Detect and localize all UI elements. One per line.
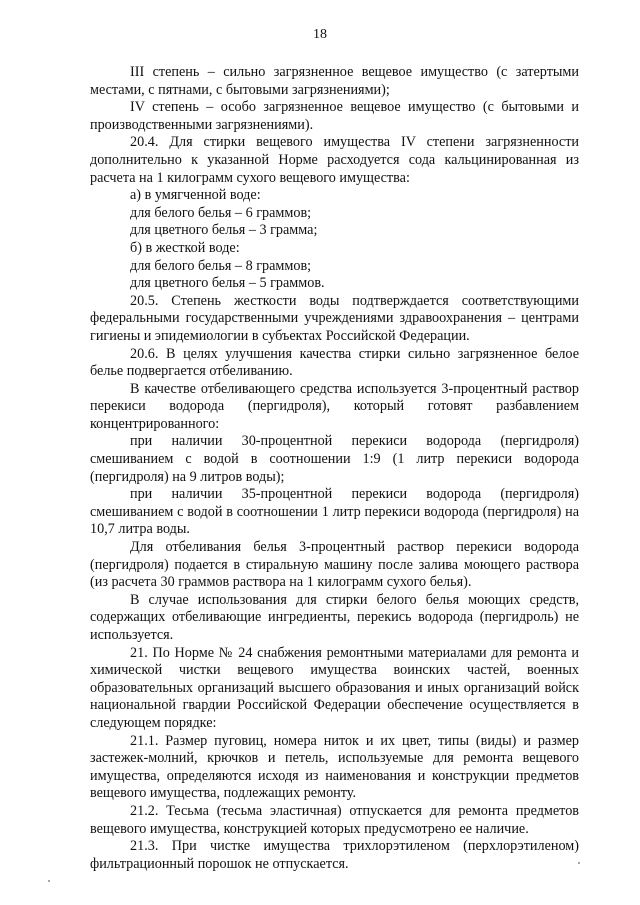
document-body	[90, 64, 579, 873]
paragraph-21-1: 21.1. Размер пуговиц, номера ниток и их цвет, типы (виды) и размер застежек-молний, крючков и петель, используемые для ремонта вещевого имущества, определяются исходя из наименования и конструкции предметов вещевого имущества, подлежащих ремонту.	[90, 732, 579, 802]
list-item-hard-colored: для цветного белья – 5 граммов.	[130, 275, 325, 292]
list-item-soft-water: а) в умягченной воде:	[130, 187, 261, 204]
paragraph-35-percent: при наличии 35-процентной перекиси водорода (пергидроля) смешиванием с водой в соотношении 1 литр перекиси водорода (пергидроля) на 10,7 литра воды.	[90, 486, 579, 538]
scan-speck	[48, 880, 50, 882]
paragraph-bleach-agent: В качестве отбеливающего средства используется 3-процентный раствор перекиси водорода (пергидроля), который готовят разбавлением концентрированного:	[90, 380, 579, 432]
list-item-soft-white: для белого белья – 6 граммов;	[130, 204, 312, 221]
paragraph-21-2: 21.2. Тесьма (тесьма эластичная) отпускается для ремонта предметов вещевого имущества, конструкцией которых предусмотрено ее наличие.	[90, 802, 579, 837]
list-item-hard-white: для белого белья – 8 граммов;	[130, 257, 312, 274]
scan-speck	[578, 862, 580, 864]
list-item-hard-water: б) в жесткой воде:	[130, 239, 240, 256]
list-item-soft-colored: для цветного белья – 3 грамма;	[130, 222, 318, 239]
paragraph-20-5: 20.5. Степень жесткости воды подтверждается соответствующими федеральными государственными учреждениями здравоохранения – центрами гигиены и эпидемиологии в субъектах Российской Федерации.	[90, 292, 579, 344]
paragraph-20-4: 20.4. Для стирки вещевого имущества IV степени загрязненности дополнительно к указанной Норме расходуется сода кальцинированная из расчета на 1 килограмм сухого вещевого имущества:	[90, 134, 579, 186]
paragraph-bleach-detergent: В случае использования для стирки белого белья моющих средств, содержащих отбеливающие ингредиенты, перекись водорода (пергидроль) не используется.	[90, 591, 579, 643]
paragraph-21-3: 21.3. При чистке имущества трихлорэтиленом (перхлорэтиленом) фильтрационный порошок не отпускается.	[90, 838, 579, 872]
page-number: 18	[313, 27, 327, 42]
paragraph-30-percent: при наличии 30-процентной перекиси водорода (пергидроля) смешиванием с водой в соотношении 1:9 (1 литр перекиси водорода (пергидроля) на 9 литров воды);	[90, 433, 579, 485]
paragraph-20-6: 20.6. В целях улучшения качества стирки сильно загрязненное белое белье подвергается отбеливанию.	[90, 345, 579, 380]
paragraph-degree-4: IV степень – особо загрязненное вещевое имущество (с бытовыми и производственными загрязнениями).	[90, 99, 579, 133]
paragraph-degree-3: III степень – сильно загрязненное вещевое имущество (с затертыми местами, с пятнами, с бытовыми загрязнениями);	[90, 64, 579, 98]
paragraph-21: 21. По Норме № 24 снабжения ремонтными материалами для ремонта и химической чистки вещевого имущества воинских частей, военных образовательных организаций высшего образования и иных организаций войск национальной гвардии Российской Федерации обеспечение осуществляется в следующем порядке:	[90, 644, 579, 731]
paragraph-bleaching-process: Для отбеливания белья 3-процентный раствор перекиси водорода (пергидроля) подается в стиральную машину после залива моющего раствора (из расчета 30 граммов раствора на 1 килограмм сухого белья).	[90, 539, 579, 591]
